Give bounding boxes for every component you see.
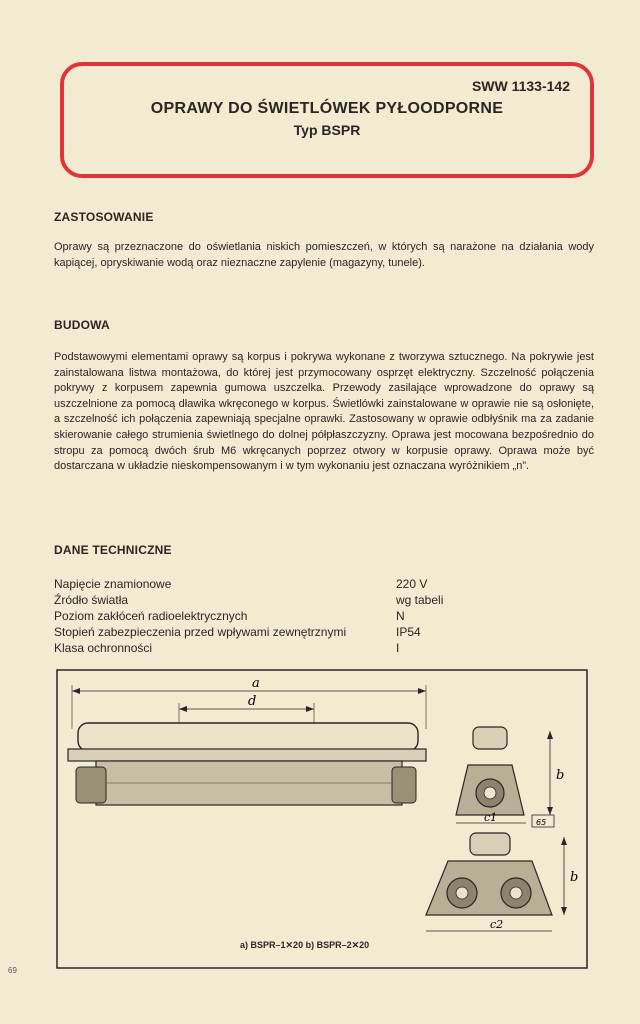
spec-value: wg tabeli bbox=[396, 593, 444, 607]
dimension-label-c1: c1 bbox=[484, 811, 498, 824]
tube-core-a bbox=[484, 787, 496, 799]
spec-row bbox=[54, 608, 574, 624]
spec-label: Napięcie znamionowe bbox=[54, 577, 172, 591]
end-view-b-top bbox=[470, 833, 510, 855]
spec-row bbox=[54, 592, 574, 608]
tube-core-b1 bbox=[456, 887, 468, 899]
dimension-label-d: d bbox=[248, 694, 257, 709]
drawing-border bbox=[57, 670, 587, 968]
dimension-label-c2: c2 bbox=[490, 918, 504, 931]
page-title: OPRAWY DO ŚWIETLÓWEK PYŁOODPORNE bbox=[150, 100, 504, 117]
dimension-label-b-bottom: b bbox=[570, 870, 579, 885]
dimension-label-a: a bbox=[252, 676, 260, 691]
arrow-icon bbox=[561, 837, 567, 845]
paragraph-budowa: Podstawowymi elementami oprawy są korpus i pokrywa wykonane z tworzywa sztucznego. Na pokrywie jest zainstalowana listwa montażowa, do której jest przymocowany osprzęt elektryczny. Szczelność połączenia pokrywy z korpusem zapewnia gumowa uszczelka. Przewody zasilające wprowadzone do oprawy są uszczelnione za pomocą dławika wkręconego w korpus. Świetlówki zainstalowane w oprawie nie są osłonięte, a szczelność ich połączenia zapewniają specjalne oprawki. Zastosowany w oprawie odbłyśnik ma za zadanie skierowanie całego strumienia świetlnego do dolnej półpłaszczyzny. Oprawa jest mocowana bezpośrednio do stropu za pomocą dwóch śrub M6 wkręcanych poprzez otwory w korpusie oprawy. Oprawa może być dostarczana w układzie nieskompensowanym i w tym wykonaniu jest oznaczana wyróżnikiem „n”. bbox=[54, 351, 594, 473]
spec-label: Poziom zakłóceń radioelektrycznych bbox=[54, 609, 248, 623]
arrow-icon bbox=[561, 907, 567, 915]
spec-table bbox=[54, 576, 574, 656]
end-view-a-top bbox=[473, 727, 507, 749]
spec-label: Klasa ochronności bbox=[54, 641, 153, 655]
spec-row bbox=[54, 624, 574, 640]
figure-caption: a) BSPR–1✕20 b) BSPR–2✕20 bbox=[240, 940, 370, 950]
arrow-icon bbox=[547, 731, 553, 739]
section-heading-budowa: BUDOWA bbox=[54, 318, 110, 332]
arrow-icon bbox=[179, 706, 187, 712]
technical-drawing bbox=[56, 669, 588, 969]
spec-label: Źródło światła bbox=[54, 593, 129, 607]
spec-value: IP54 bbox=[396, 625, 421, 639]
page-subtitle: Typ BSPR bbox=[293, 122, 361, 138]
section-heading-dane: DANE TECHNICZNE bbox=[54, 543, 172, 557]
arrow-icon bbox=[418, 688, 426, 694]
arrow-icon bbox=[547, 807, 553, 815]
spec-row bbox=[54, 640, 574, 656]
dimension-label-b-top: b bbox=[556, 768, 565, 783]
end-cap-left bbox=[76, 767, 106, 803]
page-number: 69 bbox=[8, 966, 17, 975]
arrow-icon bbox=[306, 706, 314, 712]
luminaire-cover bbox=[78, 723, 418, 751]
spec-value: 220 V bbox=[396, 577, 428, 591]
catalog-code: SWW 1133-142 bbox=[471, 78, 570, 94]
title-box bbox=[60, 62, 594, 178]
luminaire-rim bbox=[68, 749, 426, 761]
spec-value: N bbox=[396, 609, 405, 623]
paragraph-zastosowanie: Oprawy są przeznaczone do oświetlania niskich pomieszczeń, w których są narażone na działania wody kapiącej, opryskiwanie wodą oraz nieznaczne zapylenie (magazyny, tunele). bbox=[54, 241, 594, 269]
spec-label: Stopień zabezpieczenia przed wpływami zewnętrznymi bbox=[54, 625, 347, 639]
arrow-icon bbox=[72, 688, 80, 694]
end-view-b-body bbox=[426, 861, 552, 915]
section-heading-zastosowanie: ZASTOSOWANIE bbox=[54, 210, 154, 224]
spec-row bbox=[54, 576, 574, 592]
end-cap-right bbox=[392, 767, 416, 803]
tube-core-b2 bbox=[510, 887, 522, 899]
spec-value: I bbox=[396, 641, 400, 655]
dimension-label-65: 65 bbox=[536, 818, 547, 827]
